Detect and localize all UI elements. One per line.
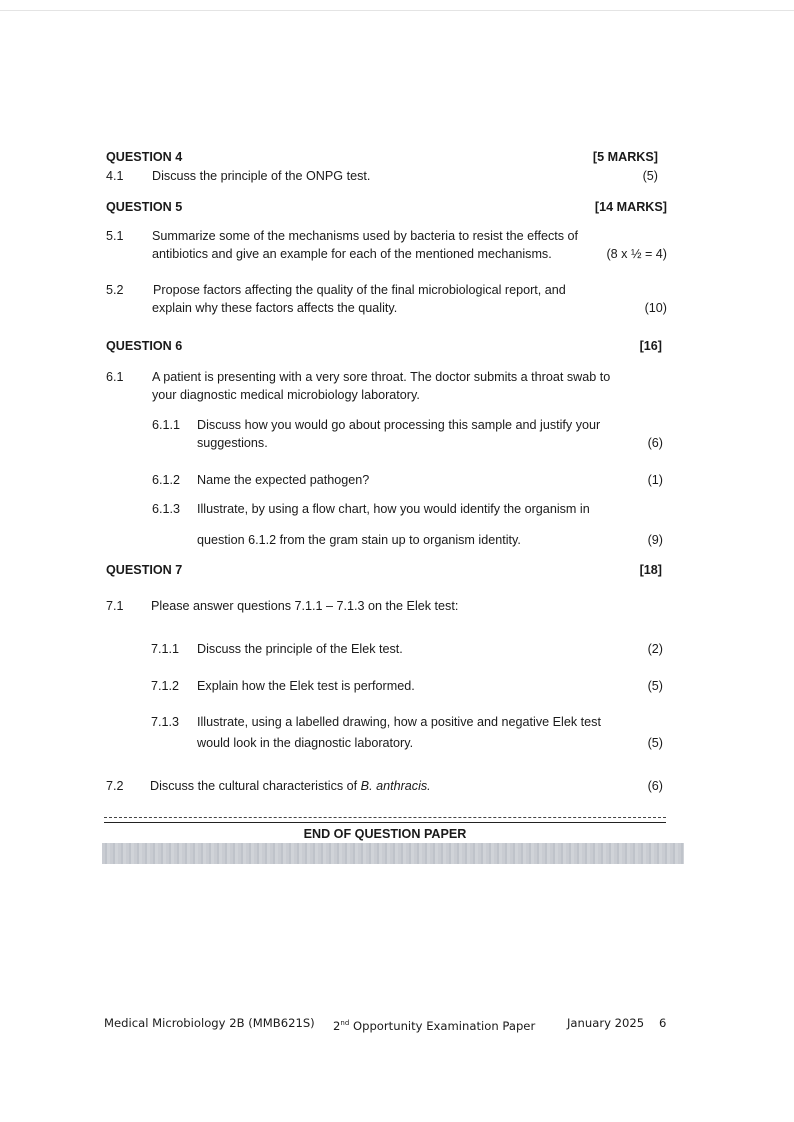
question-5-marks: [14 MARKS] — [594, 200, 667, 214]
end-of-paper: END OF QUESTION PAPER — [303, 827, 467, 841]
subitem-text: suggestions. — [197, 436, 268, 450]
subitem-text: question 6.1.2 from the gram stain up to organism identity. — [197, 533, 521, 547]
question-7-marks: [18] — [639, 563, 662, 577]
dashed-divider — [104, 817, 666, 818]
scan-edge-line — [0, 10, 794, 11]
question-7-heading: QUESTION 7 — [106, 563, 183, 577]
subitem-marks: (9) — [647, 533, 663, 547]
subitem-number: 6.1.3 — [152, 502, 181, 516]
item-marks: (6) — [647, 779, 663, 793]
footer-page-number: 6 — [659, 1016, 667, 1030]
subitem-marks: (5) — [647, 679, 663, 693]
item-text — [150, 778, 431, 794]
solid-divider — [104, 822, 666, 823]
subitem-text: Explain how the Elek test is performed. — [197, 679, 415, 693]
item-marks: (5) — [642, 169, 658, 183]
question-6-heading: QUESTION 6 — [106, 339, 183, 353]
question-4-marks: [5 MARKS] — [592, 150, 658, 164]
subitem-marks: (6) — [647, 436, 663, 450]
subitem-number: 7.1.3 — [151, 715, 180, 729]
opp-number: 2 — [333, 1018, 341, 1033]
subitem-text: Illustrate, using a labelled drawing, how a positive and negative Elek test — [197, 715, 601, 729]
subitem-text: Name the expected pathogen? — [197, 473, 370, 487]
item-number: 7.1 — [106, 599, 124, 613]
item-text: Propose factors affecting the quality of the final microbiological report, and — [153, 283, 566, 297]
footer-date: January 2025 — [567, 1016, 645, 1030]
item-text: antibiotics and give an example for each of the mentioned mechanisms. — [152, 247, 552, 261]
shaded-band — [102, 843, 684, 864]
opp-suffix: nd — [340, 1019, 350, 1027]
question-6-marks: [16] — [639, 339, 662, 353]
question-5-heading: QUESTION 5 — [106, 200, 183, 214]
subitem-number: 7.1.1 — [151, 642, 180, 656]
item-text: A patient is presenting with a very sore throat. The doctor submits a throat swab to — [152, 370, 611, 384]
item-number: 5.1 — [106, 229, 124, 243]
subitem-number: 7.1.2 — [151, 679, 180, 693]
subitem-marks: (5) — [647, 736, 663, 750]
item-text: Summarize some of the mechanisms used by bacteria to resist the effects of — [152, 229, 579, 243]
item-number: 4.1 — [106, 169, 124, 183]
opp-text: Opportunity Examination Paper — [349, 1018, 536, 1033]
footer-opportunity — [333, 1015, 535, 1034]
item-text: your diagnostic medical microbiology laboratory. — [152, 388, 420, 402]
item-marks: (10) — [644, 301, 667, 315]
subitem-text: Discuss how you would go about processing this sample and justify your — [197, 418, 601, 432]
subitem-text: Discuss the principle of the Elek test. — [197, 642, 403, 656]
item-number: 5.2 — [106, 283, 124, 297]
item-number: 6.1 — [106, 370, 124, 384]
question-4-heading: QUESTION 4 — [106, 150, 183, 164]
subitem-text: Illustrate, by using a flow chart, how you would identify the organism in — [197, 502, 590, 516]
item-text: explain why these factors affects the quality. — [152, 301, 398, 315]
subitem-marks: (1) — [647, 473, 663, 487]
item-marks: (8 x ½ = 4) — [606, 247, 667, 261]
subitem-marks: (2) — [647, 642, 663, 656]
footer-course: Medical Microbiology 2B (MMB621S) — [104, 1016, 315, 1030]
item-text: Please answer questions 7.1.1 – 7.1.3 on the Elek test: — [151, 599, 459, 613]
subitem-number: 6.1.1 — [152, 418, 181, 432]
item-number: 7.2 — [106, 779, 124, 793]
item-text-plain: Discuss the cultural characteristics of — [150, 779, 361, 793]
subitem-number: 6.1.2 — [152, 473, 181, 487]
subitem-text: would look in the diagnostic laboratory. — [197, 736, 414, 750]
organism-name: B. anthracis. — [360, 779, 431, 793]
item-text: Discuss the principle of the ONPG test. — [152, 169, 371, 183]
